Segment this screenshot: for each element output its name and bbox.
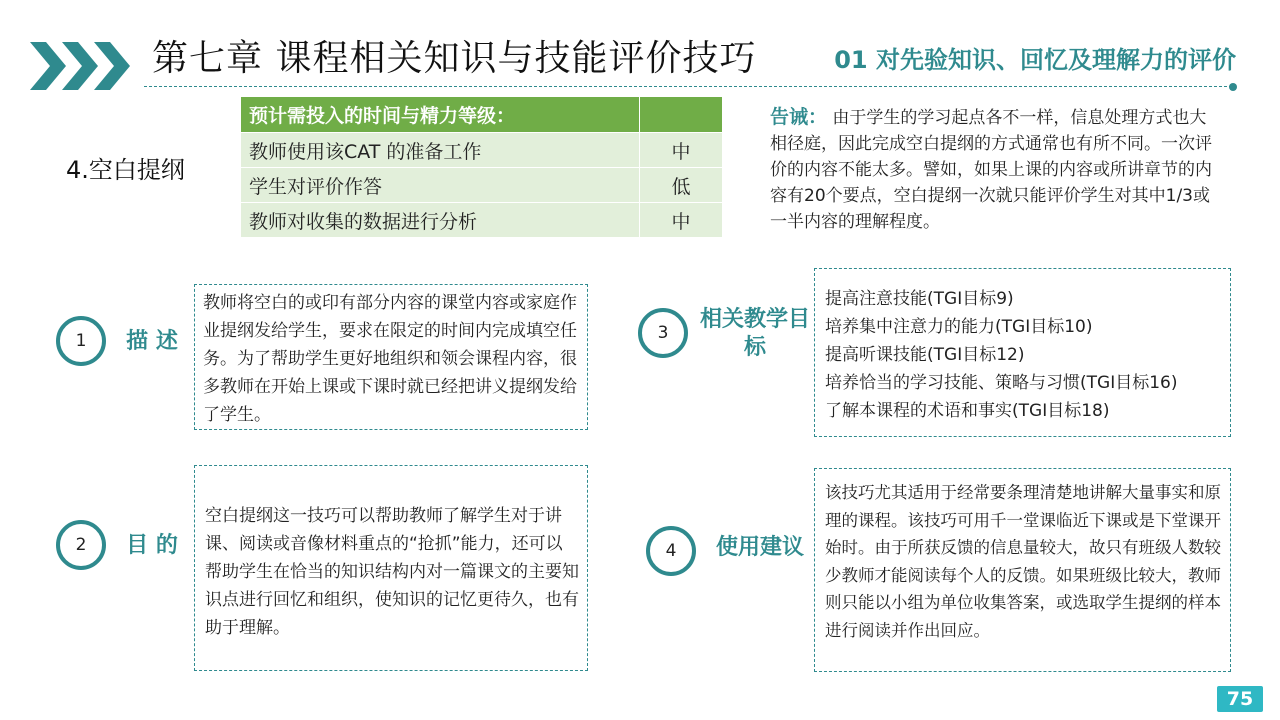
header-divider-dot [1229, 83, 1237, 91]
row-label: 教师对收集的数据进行分析 [241, 203, 640, 238]
warning-note [770, 104, 1216, 235]
purpose-box [194, 465, 588, 671]
section-number-3: 3 [638, 308, 688, 358]
section-label-purpose: 目 的 [126, 533, 178, 558]
table-header-row [241, 97, 723, 133]
section-label-describe: 描 述 [126, 329, 178, 354]
row-level: 中 [640, 203, 723, 238]
section-label-goals: 相关教学目标 [700, 307, 811, 360]
describe-text: 教师将空白的或印有部分内容的课堂内容或家庭作业提纲发给学生，要求在限定的时间内完成填空任务。为了帮助学生更好地组织和领会课程内容，很多教师在开始上课或下课时就已经把讲义提纲发给了学生。 [203, 293, 577, 425]
suggestions-text: 该技巧尤其适用于经常要条理清楚地讲解大量事实和原理的课程。该技巧可用千一堂课临近下课或是下堂课开始时。由于所获反馈的信息量较大，故只有班级人数较少教师才能阅读每个人的反馈。如果班级比较大，教师则只能以小组为单位收集答案，或选取学生提纲的样本进行阅读并作出回应。 [825, 483, 1221, 640]
table-heading: 预计需投入的时间与精力等级： [241, 97, 640, 133]
technique-title: 4.空白提纲 [66, 156, 185, 184]
warning-text: 由于学生的学习起点各不一样，信息处理方式也大相径庭，因此完成空白提纲的方式通常也有所不同。一次评价的内容不能太多。譬如，如果上课的内容或所讲章节的内容有20个要点，空白提纲一次就只能评价学生对其中1/3或一半内容的理解程度。 [770, 108, 1212, 232]
warning-label: 告诫： [770, 106, 828, 128]
table-row [241, 133, 723, 168]
header-divider [144, 86, 1232, 87]
purpose-text: 空白提纲这一技巧可以帮助教师了解学生对于讲课、阅读或音像材料重点的“抢抓”能力，还可以帮助学生在恰当的知识结构内对一篇课文的主要知识点进行回忆和组织，使知识的记忆更待久，也有助于理解。 [205, 506, 579, 638]
section-number-1: 1 [56, 316, 106, 366]
row-level: 低 [640, 168, 723, 203]
page-title: 第七章 课程相关知识与技能评价技巧 [152, 38, 757, 79]
goal-item: 培养恰当的学习技能、策略与习惯(TGI目标16) [825, 373, 1178, 393]
section-number-2: 2 [56, 520, 106, 570]
row-label: 学生对评价作答 [241, 168, 640, 203]
table-heading-blank [640, 97, 723, 133]
row-level: 中 [640, 133, 723, 168]
goal-item: 提高听课技能(TGI目标12) [825, 345, 1025, 365]
section-label-suggestions: 使用建议 [715, 535, 804, 560]
goals-box [814, 268, 1231, 437]
chevron-arrows-icon [30, 42, 140, 90]
effort-level-table [240, 96, 723, 238]
page-number-badge: 75 [1217, 686, 1263, 712]
describe-box [194, 284, 588, 430]
section-subtitle: 01 对先验知识、回忆及理解力的评价 [834, 46, 1236, 74]
goal-item: 培养集中注意力的能力(TGI目标10) [825, 317, 1093, 337]
goal-item: 提高注意技能(TGI目标9) [825, 289, 1014, 309]
suggestions-box [814, 468, 1231, 672]
section-number-4: 4 [646, 526, 696, 576]
table-row [241, 203, 723, 238]
row-label: 教师使用该CAT 的准备工作 [241, 133, 640, 168]
goal-item: 了解本课程的术语和事实(TGI目标18) [825, 401, 1110, 421]
table-row [241, 168, 723, 203]
